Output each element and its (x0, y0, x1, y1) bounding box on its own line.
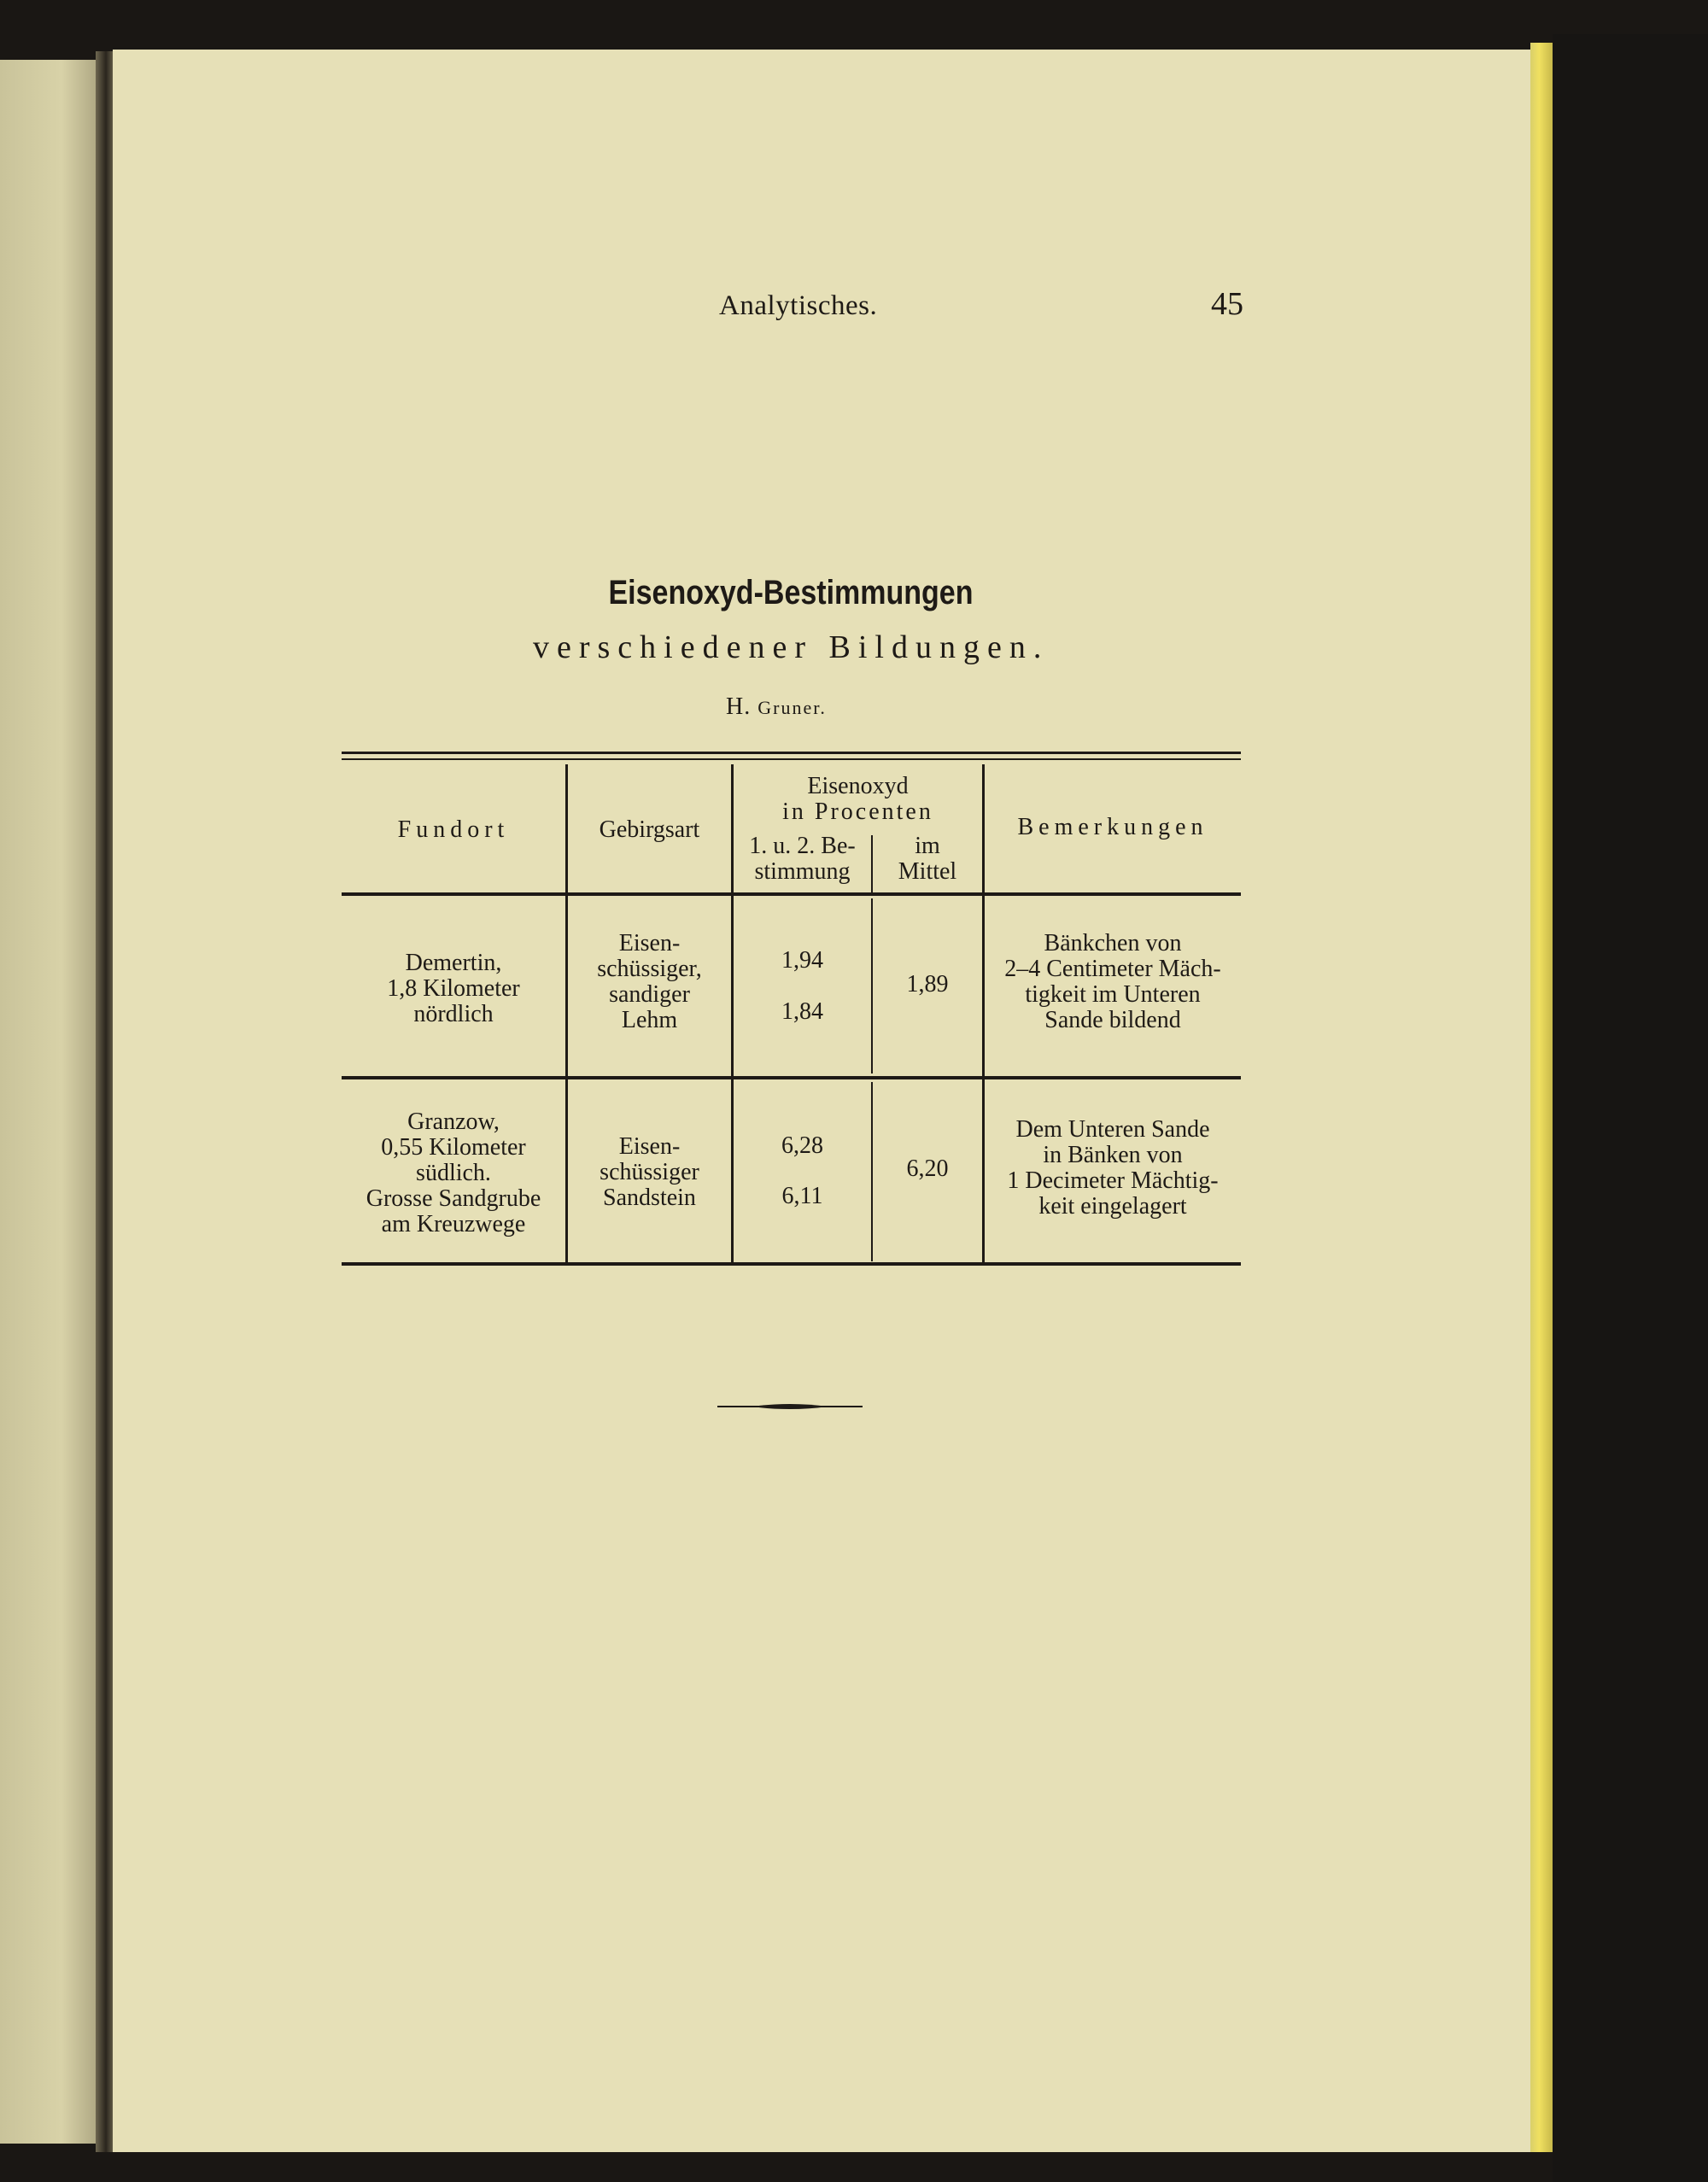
row1-gebirgsart-line: schüssiger, (597, 956, 702, 982)
author-initial: H. (726, 693, 752, 720)
row1-fundort-line: 1,8 Kilometer (387, 975, 520, 1002)
running-header: Analytisches. (719, 290, 878, 321)
subheader-bestimmung-2: stimmung (754, 858, 851, 885)
row2-bemerkungen-line: Dem Unteren Sande (1015, 1116, 1210, 1143)
row1-bemerkungen-line: tigkeit im Unteren (1025, 981, 1201, 1008)
row2-bemerkungen-line: keit eingelagert (1038, 1193, 1187, 1220)
row2-fundort (342, 1109, 565, 1237)
row1-fundort (342, 951, 565, 1027)
header-bemerkungen: Bemerkungen (1017, 814, 1208, 840)
row2-bemerkungen (985, 1117, 1241, 1220)
row2-fundort-line: 0,55 Kilometer (381, 1134, 526, 1161)
row2-gebirgsart-line: schüssiger (600, 1159, 699, 1185)
subheader-bestimmung-1: 1. u. 2. Be- (749, 833, 856, 859)
left-page (0, 60, 102, 2144)
subtitle: verschiedener Bildungen. (533, 629, 1050, 665)
subheader-mittel-2: Mittel (898, 858, 957, 885)
row2-gebirgsart-line: Eisen- (618, 1133, 681, 1160)
row2-fundort-line: Grosse Sandgrube (366, 1185, 541, 1212)
author-name: Gruner. (757, 697, 827, 718)
row2-bemerkungen-line: in Bänken von (1043, 1142, 1183, 1168)
row1-bestimmung-2: 1,84 (781, 998, 823, 1025)
ornament-divider (717, 1401, 863, 1413)
row2-fundort-line: am Kreuzwege (381, 1211, 526, 1237)
row1-gebirgsart-line: Lehm (621, 1007, 678, 1033)
page-edge (1530, 43, 1553, 2152)
row1-fundort-line: Demertin, (405, 950, 502, 976)
row1-bemerkungen (985, 931, 1241, 1033)
author (726, 693, 827, 721)
table-top-rule-2 (342, 758, 1241, 760)
table-top-rule (342, 752, 1241, 754)
row2-gebirgsart (568, 1134, 731, 1211)
row2-bemerkungen-line: 1 Decimeter Mächtig- (1007, 1167, 1219, 1194)
row1-bestimmung-1: 1,94 (781, 947, 823, 974)
data-table (342, 752, 1241, 1268)
book-cover (1553, 34, 1708, 2182)
row1-mittel: 1,89 (906, 971, 949, 997)
header-in-procenten: in Procenten (782, 799, 933, 825)
row1-gebirgsart-line: Eisen- (618, 930, 681, 956)
header-fundort: Fundort (397, 816, 510, 843)
subheader-mittel-1: im (915, 833, 940, 859)
row-rule (342, 1076, 1241, 1079)
page-number: 45 (1211, 286, 1243, 322)
row2-mittel: 6,20 (906, 1155, 949, 1182)
row1-bemerkungen-line: 2–4 Centimeter Mäch- (1004, 956, 1221, 982)
header-eisenoxyd: Eisenoxyd (807, 773, 909, 799)
row2-bestimmung-1: 6,28 (781, 1132, 823, 1159)
header-gebirgsart: Gebirgsart (599, 816, 700, 843)
row1-gebirgsart-line: sandiger (609, 981, 690, 1008)
row1-bemerkungen-line: Sande bildend (1044, 1007, 1181, 1033)
row2-fundort-line: südlich. (416, 1160, 491, 1186)
row2-bestimmung-2: 6,11 (781, 1183, 823, 1209)
header-rule (342, 892, 1241, 896)
row1-fundort-line: nördlich (413, 1001, 494, 1027)
main-title (119, 574, 1571, 612)
table-bottom-rule (342, 1262, 1241, 1266)
row2-gebirgsart-line: Sandstein (603, 1185, 696, 1211)
row1-gebirgsart (568, 931, 731, 1033)
row1-bemerkungen-line: Bänkchen von (1044, 930, 1182, 956)
main-title-text: Eisenoxyd-Bestimmungen (608, 574, 974, 611)
row2-fundort-line: Granzow, (407, 1109, 500, 1135)
